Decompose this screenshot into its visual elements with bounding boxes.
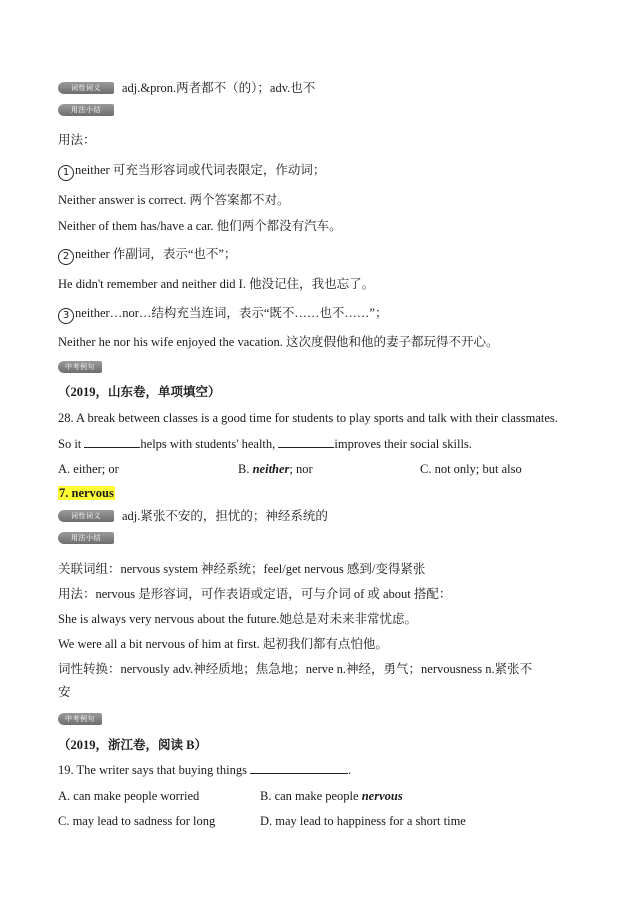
example-sentence: He didn't remember and neither did I. 他没记住，我也忘了。 [58, 277, 375, 291]
option-b [260, 788, 403, 804]
example-sentence: Neither he nor his wife enjoyed the vacation. 这次度假他和他的妻子都玩得不开心。 [58, 335, 499, 349]
option-c: C. not only; but also [420, 462, 522, 476]
example-sentence: She is always very nervous about the future.她总是对未来非常忧虑。 [58, 612, 417, 626]
question-fragment: . [348, 763, 352, 777]
example-sentence: We were all a bit nervous of him at first. 起初我们都有点怕他。 [58, 637, 388, 651]
option-c: C. may lead to sadness for long [58, 814, 216, 828]
question-text-continued [58, 436, 472, 452]
question-fragment: helps with students' health, [140, 437, 279, 451]
option-b [238, 461, 313, 477]
part-of-speech-text: adj.&pron.两者都不（的）；adv.也不 [122, 81, 316, 95]
answer-blank [84, 436, 140, 448]
option-b-emphasis: neither [252, 462, 290, 476]
answer-blank [278, 436, 334, 448]
usage-point-2 [58, 246, 236, 265]
usage-point-3 [58, 305, 387, 324]
option-a: A. either; or [58, 462, 119, 476]
question-fragment: improves their social skills. [334, 437, 472, 451]
usage-point-2-text: neither 作副词，表示“也不”； [75, 247, 237, 261]
option-b-prefix: B. can make people [260, 789, 362, 803]
example-sentence: Neither of them has/have a car. 他们两个都没有汽车。 [58, 219, 342, 233]
answer-blank [250, 762, 348, 774]
question-fragment: So it [58, 437, 85, 451]
circled-number-3: 3 [58, 308, 74, 324]
option-b-suffix: ; nor [289, 462, 313, 476]
option-a: A. can make people worried [58, 789, 200, 803]
question-fragment: 19. The writer says that buying things [58, 763, 251, 777]
usage-description: 用法：nervous 是形容词，可作表语或定语，可与介词 of 或 about 搭配： [58, 587, 452, 601]
exam-source: （2019，浙江卷，阅读 B） [58, 738, 207, 752]
usage-point-1-text: neither 可充当形容词或代词表限定，作动词； [75, 163, 326, 177]
usage-label: 用法： [58, 133, 96, 147]
usage-summary-badge: 用法小结 [58, 104, 114, 116]
entry-heading-text: 7. nervous [59, 486, 114, 500]
example-sentence: Neither answer is correct. 两个答案都不对。 [58, 193, 290, 207]
word-conversion-continued: 安 [58, 685, 71, 699]
circled-number-1: 1 [58, 165, 74, 181]
circled-number-2: 2 [58, 249, 74, 265]
part-of-speech-text: adj.紧张不安的，担忧的；神经系统的 [122, 509, 328, 523]
exam-example-badge: 中考例句 [58, 713, 102, 725]
option-b-emphasis: nervous [361, 789, 403, 803]
part-of-speech-badge: 词性词义 [58, 510, 114, 522]
exam-example-badge: 中考例句 [58, 361, 102, 373]
question-text: 28. A break between classes is a good time for students to play sports and talk with their classmates. [58, 411, 558, 425]
word-conversion: 词性转换：nervously adv.神经质地；焦急地；nerve n.神经，勇气；nervousness n.紧张不 [58, 662, 533, 676]
usage-summary-badge: 用法小结 [58, 532, 114, 544]
question-text [58, 762, 351, 778]
entry-heading [58, 485, 115, 501]
part-of-speech-badge: 词性词义 [58, 82, 114, 94]
exam-source: （2019，山东卷，单项填空） [58, 385, 221, 399]
option-d: D. may lead to happiness for a short time [260, 814, 466, 828]
usage-point-1 [58, 162, 325, 181]
option-b-prefix: B. [238, 462, 253, 476]
usage-point-3-text: neither…nor…结构充当连词，表示“既不……也不……”； [75, 306, 388, 320]
related-phrases: 关联词组：nervous system 神经系统；feel/get nervous 感到/变得紧张 [58, 562, 426, 576]
